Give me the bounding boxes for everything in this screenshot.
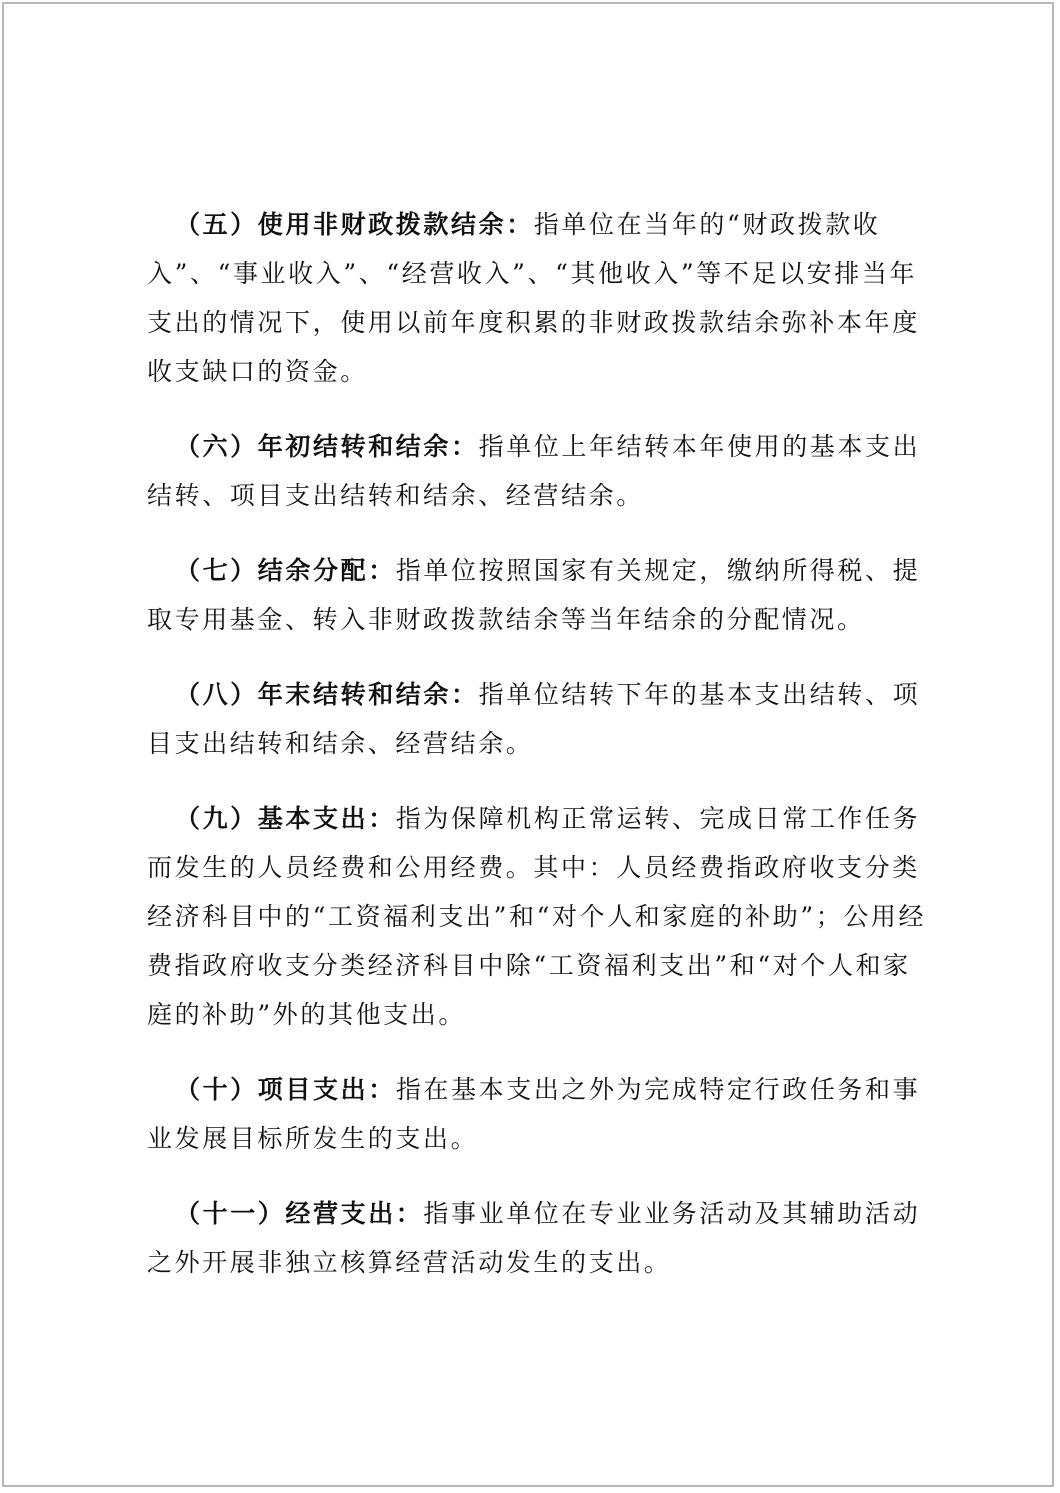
definition-eight: 指单位结转下年的基本支出结转、项目支出结转和结余、经营结余。 bbox=[147, 680, 921, 758]
paragraph-eleven bbox=[147, 1189, 927, 1287]
definition-eleven: 指事业单位在专业业务活动及其辅助活动之外开展非独立核算经营活动发生的支出。 bbox=[147, 1199, 921, 1277]
term-seven: （七）结余分配： bbox=[175, 556, 396, 585]
definition-ten: 指在基本支出之外为完成特定行政任务和事业发展目标所发生的支出。 bbox=[147, 1075, 921, 1153]
term-eleven: （十一）经营支出： bbox=[175, 1199, 424, 1228]
paragraph-ten bbox=[147, 1065, 927, 1163]
definition-five: 指单位在当年的“财政拨款收入”、“事业收入”、“经营收入”、“其他收入”等不足以安排当年支出的情况下，使用以前年度积累的非财政拨款结余弥补本年度收支缺口的资金。 bbox=[147, 210, 920, 386]
term-eight: （八）年末结转和结余： bbox=[175, 680, 479, 709]
paragraph-nine bbox=[147, 794, 927, 1039]
term-five: （五）使用非财政拨款结余： bbox=[175, 210, 534, 239]
document-page bbox=[2, 2, 1054, 1487]
paragraph-six bbox=[147, 422, 927, 520]
document-body bbox=[147, 200, 927, 1313]
definition-six: 指单位上年结转本年使用的基本支出结转、项目支出结转和结余、经营结余。 bbox=[147, 432, 921, 510]
definition-nine: 指为保障机构正常运转、完成日常工作任务而发生的人员经费和公用经费。其中：人员经费指政府收支分类经济科目中的“工资福利支出”和“对个人和家庭的补助”；公用经费指政府收支分类经济科目中除“工资福利支出”和“对个人和家庭的补助”外的其他支出。 bbox=[147, 804, 927, 1029]
term-nine: （九）基本支出： bbox=[175, 804, 396, 833]
paragraph-five bbox=[147, 200, 927, 396]
definition-seven: 指单位按照国家有关规定，缴纳所得税、提取专用基金、转入非财政拨款结余等当年结余的分配情况。 bbox=[147, 556, 921, 634]
paragraph-eight bbox=[147, 670, 927, 768]
term-six: （六）年初结转和结余： bbox=[175, 432, 479, 461]
paragraph-seven bbox=[147, 546, 927, 644]
term-ten: （十）项目支出： bbox=[175, 1075, 396, 1104]
